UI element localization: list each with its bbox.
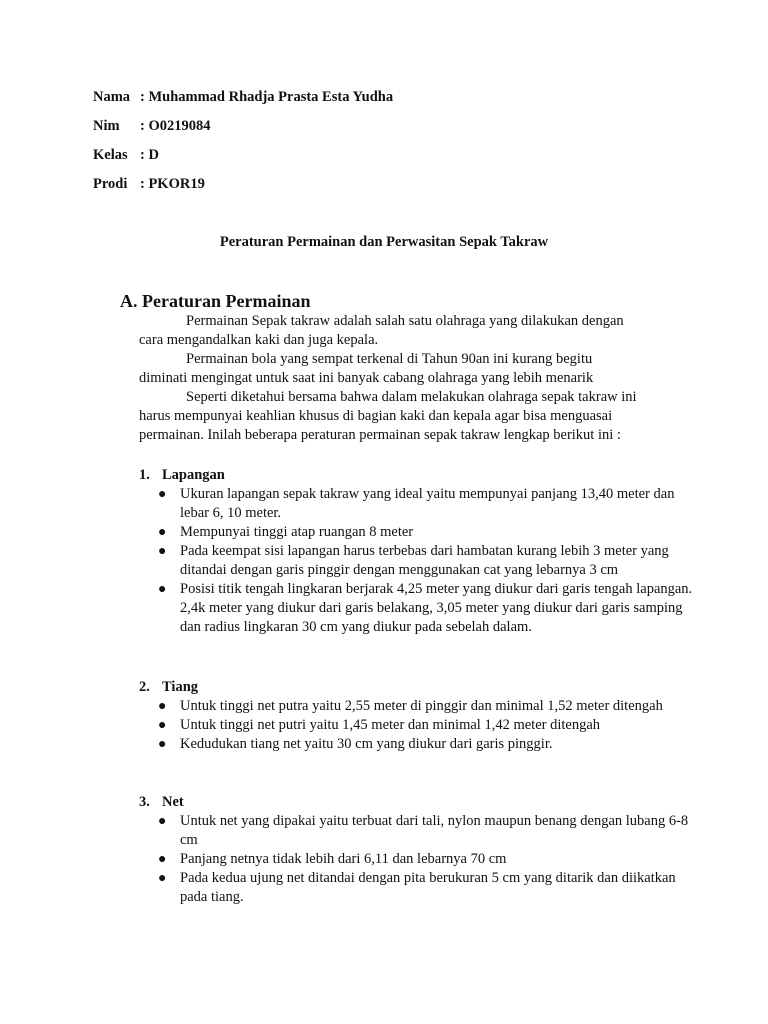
- identity-block: [93, 87, 393, 203]
- identity-key: Nama: [93, 89, 131, 105]
- identity-value: : D: [140, 147, 159, 163]
- list-item-text: Untuk tinggi net putri yaitu 1,45 meter dan minimal 1,42 meter ditengah: [180, 717, 601, 733]
- list-item-text: Untuk tinggi net putra yaitu 2,55 meter di pinggir dan minimal 1,52 meter ditengah: [180, 698, 663, 714]
- identity-row-nama: [93, 87, 393, 116]
- subsection-label: Lapangan: [162, 467, 225, 483]
- identity-value: : O0219084: [140, 118, 211, 134]
- intro-line: Permainan Sepak takraw adalah salah satu olahraga yang dilakukan dengan: [186, 313, 624, 329]
- intro-line: Permainan bola yang sempat terkenal di Tahun 90an ini kurang begitu: [186, 351, 593, 367]
- subsection-label: Tiang: [162, 679, 199, 695]
- list-item: [139, 869, 695, 907]
- bullet-list: [139, 485, 699, 637]
- list-item-text: Pada keempat sisi lapangan harus terbebas dari hambatan kurang lebih 3 meter yang ditandai dengan garis pinggir dengan menggunakan cat yang lebarnya 3 cm: [180, 543, 669, 578]
- list-item: [139, 523, 695, 542]
- bullet-list: [139, 812, 699, 907]
- identity-row-nim: [93, 116, 393, 145]
- subsection-tiang: [139, 678, 699, 754]
- intro-line: diminati mengingat untuk saat ini banyak cabang olahraga yang lebih menarik: [139, 370, 594, 386]
- identity-key: Kelas: [93, 147, 128, 163]
- list-item-text: Mempunyai tinggi atap ruangan 8 meter: [180, 524, 414, 540]
- document-title: Peraturan Permainan dan Perwasitan Sepak Takraw: [219, 234, 549, 250]
- bullet-icon: ●: [158, 544, 167, 559]
- subsection-number: 2.: [139, 679, 150, 695]
- bullet-icon: ●: [158, 718, 167, 733]
- list-item: [139, 580, 695, 637]
- bullet-icon: ●: [158, 525, 167, 540]
- intro-line: cara mengandalkan kaki dan juga kepala.: [139, 332, 379, 348]
- bullet-icon: ●: [158, 814, 167, 829]
- list-item-text: Panjang netnya tidak lebih dari 6,11 dan lebarnya 70 cm: [180, 851, 507, 867]
- subsection-label: Net: [162, 794, 184, 810]
- list-item: [139, 697, 695, 716]
- intro-line: Seperti diketahui bersama bahwa dalam melakukan olahraga sepak takraw ini: [186, 389, 637, 405]
- subsection-lapangan: [139, 466, 699, 637]
- identity-row-prodi: [93, 174, 393, 203]
- intro-line: harus mempunyai keahlian khusus di bagian kaki dan kepala agar bisa menguasai: [139, 408, 613, 424]
- identity-key: Nim: [93, 118, 120, 134]
- list-item: [139, 850, 695, 869]
- list-item-text: Untuk net yang dipakai yaitu terbuat dari tali, nylon maupun benang dengan lubang 6-8 cm: [180, 813, 689, 848]
- section-heading: A. Peraturan Permainan: [120, 291, 311, 311]
- subsection-net: [139, 793, 699, 907]
- list-item: [139, 716, 695, 735]
- list-item-text: Kedudukan tiang net yaitu 30 cm yang diukur dari garis pinggir.: [180, 736, 553, 752]
- intro-line: permainan. Inilah beberapa peraturan permainan sepak takraw lengkap berikut ini :: [139, 427, 621, 443]
- list-item-text: Posisi titik tengah lingkaran berjarak 4,25 meter yang diukur dari garis tengah lapangan. 2,4k meter yang diukur dari garis belakang, 3,05 meter yang diukur dari garis samping dan radius lingkaran 30 cm yang diukur pada sebelah dalam.: [180, 581, 693, 635]
- list-item: [139, 812, 695, 850]
- identity-value: : Muhammad Rhadja Prasta Esta Yudha: [140, 89, 394, 105]
- identity-value: : PKOR19: [140, 176, 205, 192]
- subsection-number: 1.: [139, 467, 150, 483]
- bullet-icon: ●: [158, 699, 167, 714]
- bullet-icon: ●: [158, 852, 167, 867]
- subsection-title: [139, 678, 699, 697]
- bullet-list: [139, 697, 699, 754]
- subsection-title: [139, 466, 699, 485]
- subsection-title: [139, 793, 699, 812]
- list-item-text: Ukuran lapangan sepak takraw yang ideal yaitu mempunyai panjang 13,40 meter dan lebar 6, 10 meter.: [180, 486, 675, 521]
- intro-paragraphs: [139, 312, 679, 445]
- identity-key: Prodi: [93, 176, 128, 192]
- bullet-icon: ●: [158, 737, 167, 752]
- bullet-icon: ●: [158, 871, 167, 886]
- bullet-icon: ●: [158, 582, 167, 597]
- list-item: [139, 542, 695, 580]
- subsection-number: 3.: [139, 794, 150, 810]
- bullet-icon: ●: [158, 487, 167, 502]
- list-item-text: Pada kedua ujung net ditandai dengan pita berukuran 5 cm yang ditarik dan diikatkan pada tiang.: [180, 870, 676, 905]
- list-item: [139, 735, 695, 754]
- identity-row-kelas: [93, 145, 393, 174]
- list-item: [139, 485, 695, 523]
